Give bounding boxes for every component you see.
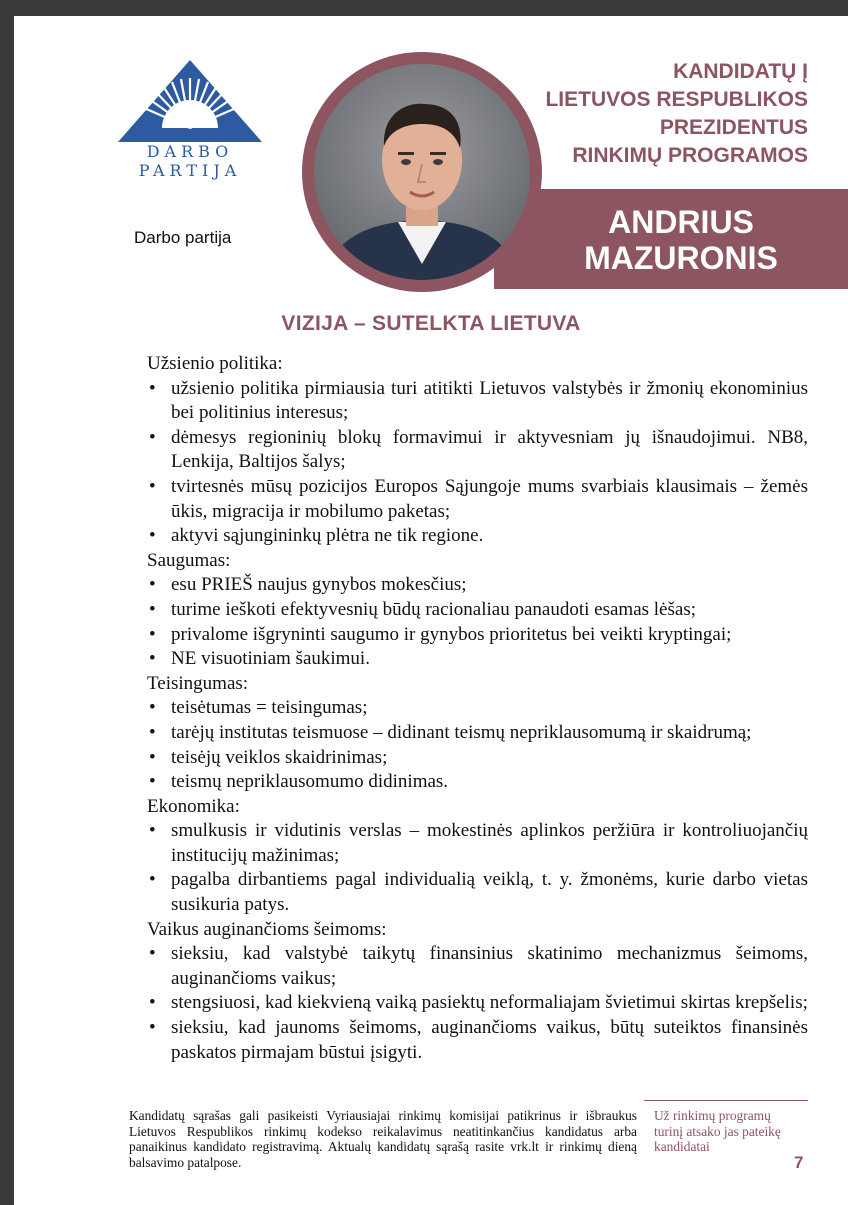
section-heading: Ekonomika: <box>147 795 240 817</box>
party-label: Darbo partija <box>134 228 232 247</box>
list-item: • privalome išgryninti saugumo ir gynybos prioritetus bei veikti kryptingai; <box>147 623 808 648</box>
program-content <box>147 352 808 1065</box>
list-item: • turime ieškoti efektyvesnių būdų racionaliau panaudoti esamas lėšas; <box>147 598 808 623</box>
program-title-line: KANDIDATŲ Į <box>673 60 808 83</box>
bullet-list <box>147 573 808 671</box>
candidate-portrait-illustration <box>314 64 530 280</box>
list-item: • dėmesys regioninių blokų formavimui ir aktyvesniam jų išnaudojimui. NB8, Lenkija, Baltijos šalys; <box>147 426 808 475</box>
list-item: • stengsiuosi, kad kiekvieną vaiką pasiektų neformaliajam švietimui skirtas krepšelis; <box>147 991 808 1016</box>
list-item: • teisėjų veiklos skaidrinimas; <box>147 746 808 771</box>
list-item: • tarėjų institutas teismuose – didinant teismų nepriklausomumą ir skaidrumą; <box>147 721 808 746</box>
list-item: • teismų nepriklausomumo didinimas. <box>147 770 808 795</box>
list-item: • pagalba dirbantiems pagal individualią veiklą, t. y. žmonėms, kurie darbo vietas susikuria patys. <box>147 868 808 917</box>
footer-divider <box>644 1100 808 1101</box>
section-heading: Užsienio politika: <box>147 353 283 374</box>
program-title <box>508 58 808 170</box>
section-heading: Vaikus auginančioms šeimoms: <box>147 918 387 940</box>
list-item: • tvirtesnės mūsų pozicijos Europos Sąjungoje mums svarbiais klausimais – žemės ūkis, migracija ir mobilumo paketas; <box>147 475 808 524</box>
bullet-list <box>147 819 808 917</box>
list-item: • užsienio politika pirmiausia turi atitikti Lietuvos valstybės ir žmonių ekonominius bei politinius interesus; <box>147 377 808 426</box>
list-item: • sieksiu, kad jaunoms šeimoms, auginančioms vaikus, būtų suteiktos finansinės paskatos pirmajam būstui įsigyti. <box>147 1016 808 1065</box>
vision-title: VIZIJA – SUTELKTA LIETUVA <box>281 312 581 335</box>
bullet-list <box>147 377 808 549</box>
bullet-list <box>147 942 808 1065</box>
list-item: • smulkusis ir vidutinis verslas – mokestinės aplinkos peržiūra ir kontroliuojančių institucijų mažinimas; <box>147 819 808 868</box>
program-title-line: PREZIDENTUS <box>659 116 808 139</box>
program-title-line: LIETUVOS RESPUBLIKOS <box>545 88 808 111</box>
bullet-list <box>147 696 808 794</box>
candidate-photo <box>314 64 530 280</box>
list-item: • esu PRIEŠ naujus gynybos mokesčius; <box>147 573 808 598</box>
page-number: 7 <box>794 1153 804 1172</box>
document-page <box>14 16 848 1205</box>
list-item: • aktyvi sąjungininkų plėtra ne tik regione. <box>147 524 808 549</box>
list-item: • NE visuotiniam šaukimui. <box>147 647 808 672</box>
candidate-first-name: ANDRIUS <box>608 204 754 240</box>
program-title-line: RINKIMŲ PROGRAMOS <box>572 144 808 167</box>
section-heading: Teisingumas: <box>147 672 249 694</box>
logo-text-darbo: DARBO <box>146 142 234 161</box>
logo-text-partija: PARTIJA <box>138 161 242 180</box>
footer-responsibility: Už rinkimų programų turinį atsako jas pateikę kandidatai <box>654 1108 781 1154</box>
list-item: • sieksiu, kad valstybė taikytų finansinius skatinimo mechanizmus šeimoms, auginančioms vaikus; <box>147 942 808 991</box>
candidate-last-name: MAZURONIS <box>584 240 778 276</box>
footer-note: Kandidatų sąrašas gali pasikeisti Vyriausiajai rinkimų komisijai patikrinus ir išbraukus Lietuvos Respublikos rinkimų kodekso reikalavimus neatitinkančius kandidatus arba panaikinus kandidato registravimą. Aktualų kandidatų sąrašą rasite vrk.lt ir rinkimų dieną balsavimo patalpose. <box>129 1108 637 1170</box>
candidate-name <box>544 204 818 276</box>
section-heading: Saugumas: <box>147 549 231 571</box>
list-item: • teisėtumas = teisingumas; <box>147 696 808 721</box>
